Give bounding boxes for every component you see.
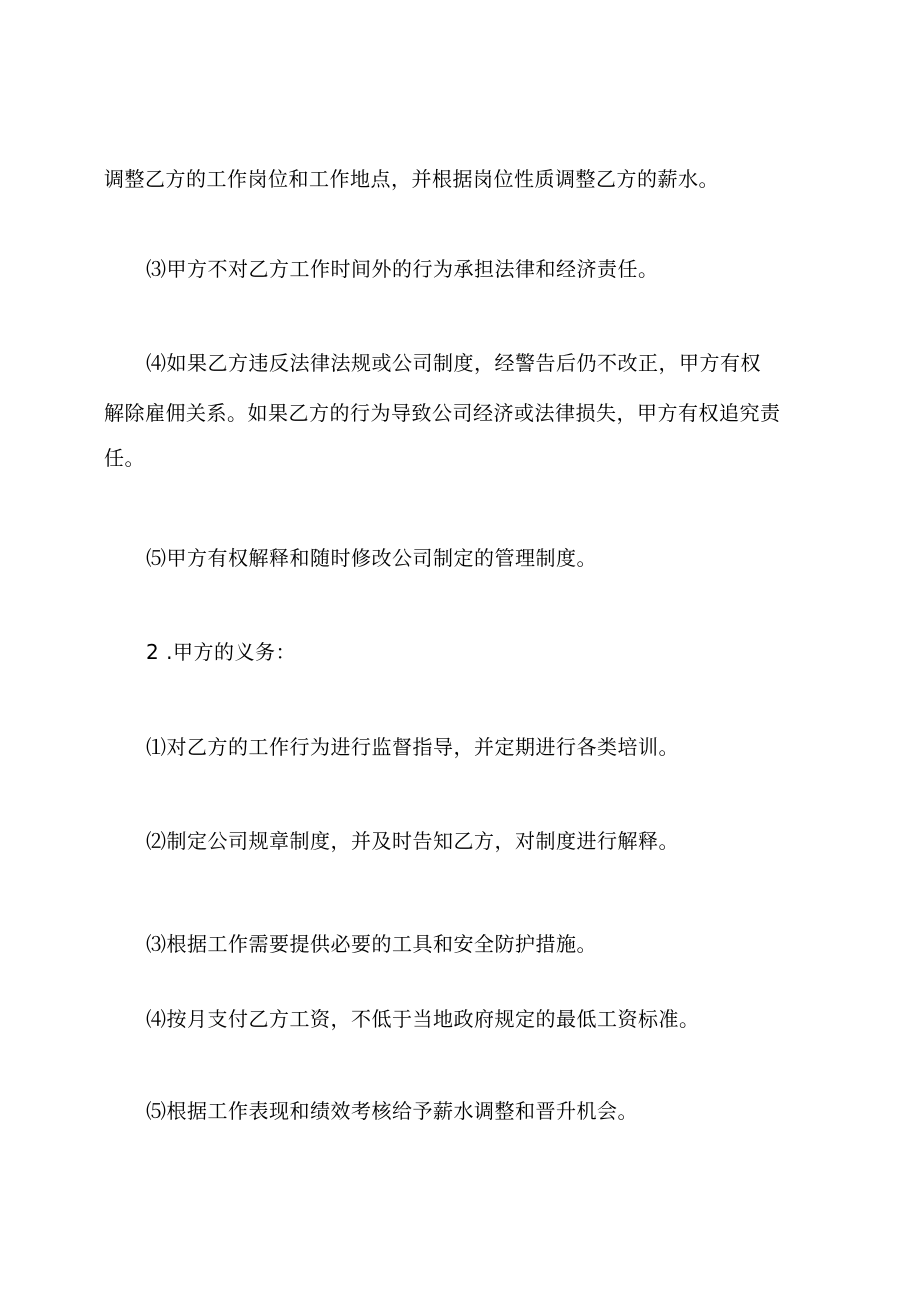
text-line: ⑷如果乙方违反法律法规或公司制度，经警告后仍不改正，甲方有权: [146, 351, 761, 375]
text-line: ⑸根据工作表现和绩效考核给予薪水调整和晋升机会。: [146, 1099, 638, 1123]
text-line: 解除雇佣关系。如果乙方的行为导致公司经济或法律损失，甲方有权追究责: [104, 401, 781, 425]
paragraph-right-4-cont: [104, 391, 781, 481]
text-line: ⑵制定公司规章制度，并及时告知乙方，对制度进行解释。: [146, 829, 679, 853]
text-line: ⑶甲方不对乙方工作时间外的行为承担法律和经济责任。: [146, 257, 659, 281]
paragraph-obligation-2: [146, 819, 679, 864]
paragraph-obligation-4: [146, 997, 700, 1042]
paragraph-continuation: [104, 157, 719, 202]
text-line: 2 .甲方的义务：: [146, 640, 296, 664]
text-line: ⑶根据工作需要提供必要的工具和安全防护措施。: [146, 932, 597, 956]
paragraph-right-4: [146, 341, 761, 386]
paragraph-obligation-1: [146, 725, 679, 770]
section-heading-obligations: [146, 630, 296, 675]
text-line: ⑷按月支付乙方工资，不低于当地政府规定的最低工资标准。: [146, 1007, 700, 1031]
paragraph-obligation-5: [146, 1089, 638, 1134]
paragraph-right-5: [146, 536, 597, 581]
paragraph-obligation-3: [146, 922, 597, 967]
text-line: ⑴对乙方的工作行为进行监督指导，并定期进行各类培训。: [146, 735, 679, 759]
text-line: ⑸甲方有权解释和随时修改公司制定的管理制度。: [146, 546, 597, 570]
paragraph-right-3: [146, 247, 659, 292]
text-line: 任。: [104, 446, 145, 470]
text-line: 调整乙方的工作岗位和工作地点，并根据岗位性质调整乙方的薪水。: [104, 167, 719, 191]
